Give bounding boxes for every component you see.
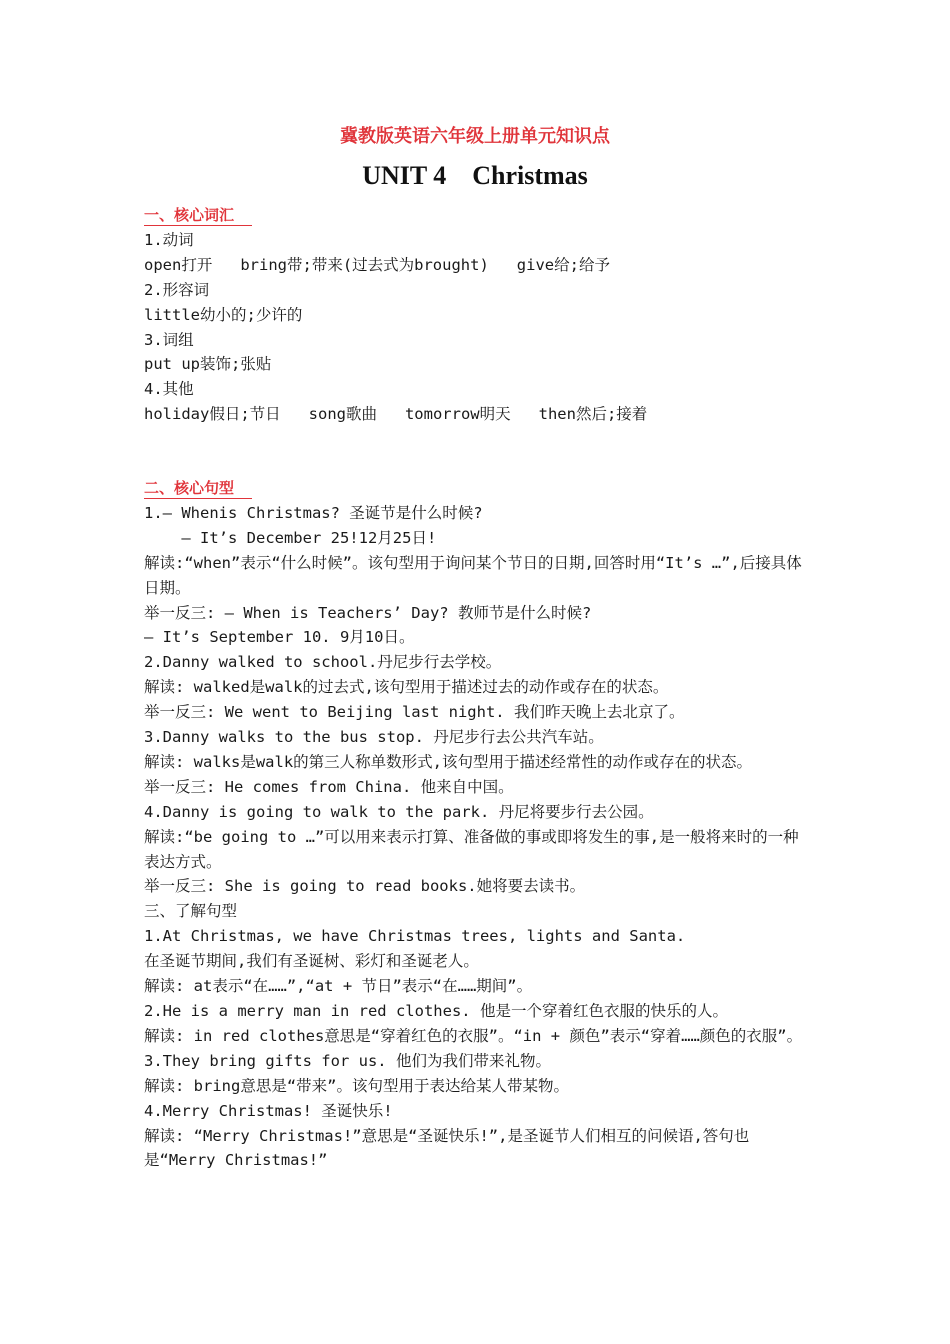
text-line: 2.He is a merry man in red clothes. 他是一个穿着红色衣服的快乐的人。 [144, 1002, 728, 1021]
text-line: holiday假日;节日 song歌曲 tomorrow明天 then然后;接着 [144, 405, 648, 424]
document-title: 冀教版英语六年级上册单元知识点 [340, 126, 610, 147]
section-heading-vocabulary: 一、核心词汇 [144, 205, 252, 226]
text-line: 解读: in red clothes意思是“穿着红色的衣服”。“in + 颜色”表示“穿着……颜色的衣服”。 [144, 1026, 803, 1045]
text-line: 解读: “Merry Christmas!”意思是“圣诞快乐!”,是圣诞节人们相互的问候语,答句也是“Merry Christmas!” [144, 1126, 750, 1170]
text-line: 1.动词 [144, 230, 194, 249]
text-line: open打开 bring带;带来(过去式为brought) give给;给予 [144, 255, 610, 274]
text-line: 在圣诞节期间,我们有圣诞树、彩灯和圣诞老人。 [144, 952, 479, 971]
section-core-vocabulary [144, 203, 814, 427]
text-line: 解读: walks是walk的第三人称单数形式,该句型用于描述经常性的动作或存在的状态。 [144, 752, 752, 771]
text-line: 解读:“when”表示“什么时候”。该句型用于询问某个节日的日期,回答时用“It’s …”,后接具体日期。 [144, 553, 802, 597]
section-understanding-sentences [144, 899, 814, 1173]
text-line: 解读:“be going to …”可以用来表示打算、准备做的事或即将发生的事,是一般将来时的一种表达方式。 [144, 827, 799, 871]
text-line: — It’s December 25!12月25日! [144, 528, 437, 547]
text-line: 3.Danny walks to the bus stop. 丹尼步行去公共汽车站。 [144, 728, 604, 747]
text-line: 举一反三: She is going to read books.她将要去读书。 [144, 877, 586, 896]
text-line: 解读: at表示“在……”,“at + 节日”表示“在……期间”。 [144, 977, 533, 996]
text-line: 3.They bring gifts for us. 他们为我们带来礼物。 [144, 1051, 551, 1070]
text-line: 解读: walked是walk的过去式,该句型用于描述过去的动作或存在的状态。 [144, 678, 669, 697]
text-line: — It’s September 10. 9月10日。 [144, 628, 415, 647]
text-line: 4.其他 [144, 380, 194, 399]
section-core-sentences [144, 476, 814, 1173]
text-line: 2.形容词 [144, 280, 210, 299]
text-line: 举一反三: He comes from China. 他来自中国。 [144, 777, 514, 796]
text-line: 3.词组 [144, 330, 194, 349]
text-line: 举一反三: — When is Teachers’ Day? 教师节是什么时候? [144, 603, 592, 622]
section-heading-understanding: 三、了解句型 [144, 902, 238, 921]
text-line: 4.Danny is going to walk to the park. 丹尼将要步行去公园。 [144, 802, 654, 821]
text-line: little幼小的;少许的 [144, 305, 303, 324]
text-line: 1.— Whenis Christmas? 圣诞节是什么时候? [144, 503, 483, 522]
text-line: 解读: bring意思是“带来”。该句型用于表达给某人带某物。 [144, 1076, 569, 1095]
text-line: 2.Danny walked to school.丹尼步行去学校。 [144, 653, 502, 672]
text-line: put up装饰;张贴 [144, 355, 272, 374]
unit-title: UNIT 4 Christmas [362, 161, 588, 190]
text-line: 举一反三: We went to Beijing last night. 我们昨天晚上去北京了。 [144, 703, 685, 722]
text-line: 1.At Christmas, we have Christmas trees, lights and Santa. [144, 927, 686, 946]
section-heading-sentences: 二、核心句型 [144, 478, 252, 499]
text-line: 4.Merry Christmas! 圣诞快乐! [144, 1101, 393, 1120]
